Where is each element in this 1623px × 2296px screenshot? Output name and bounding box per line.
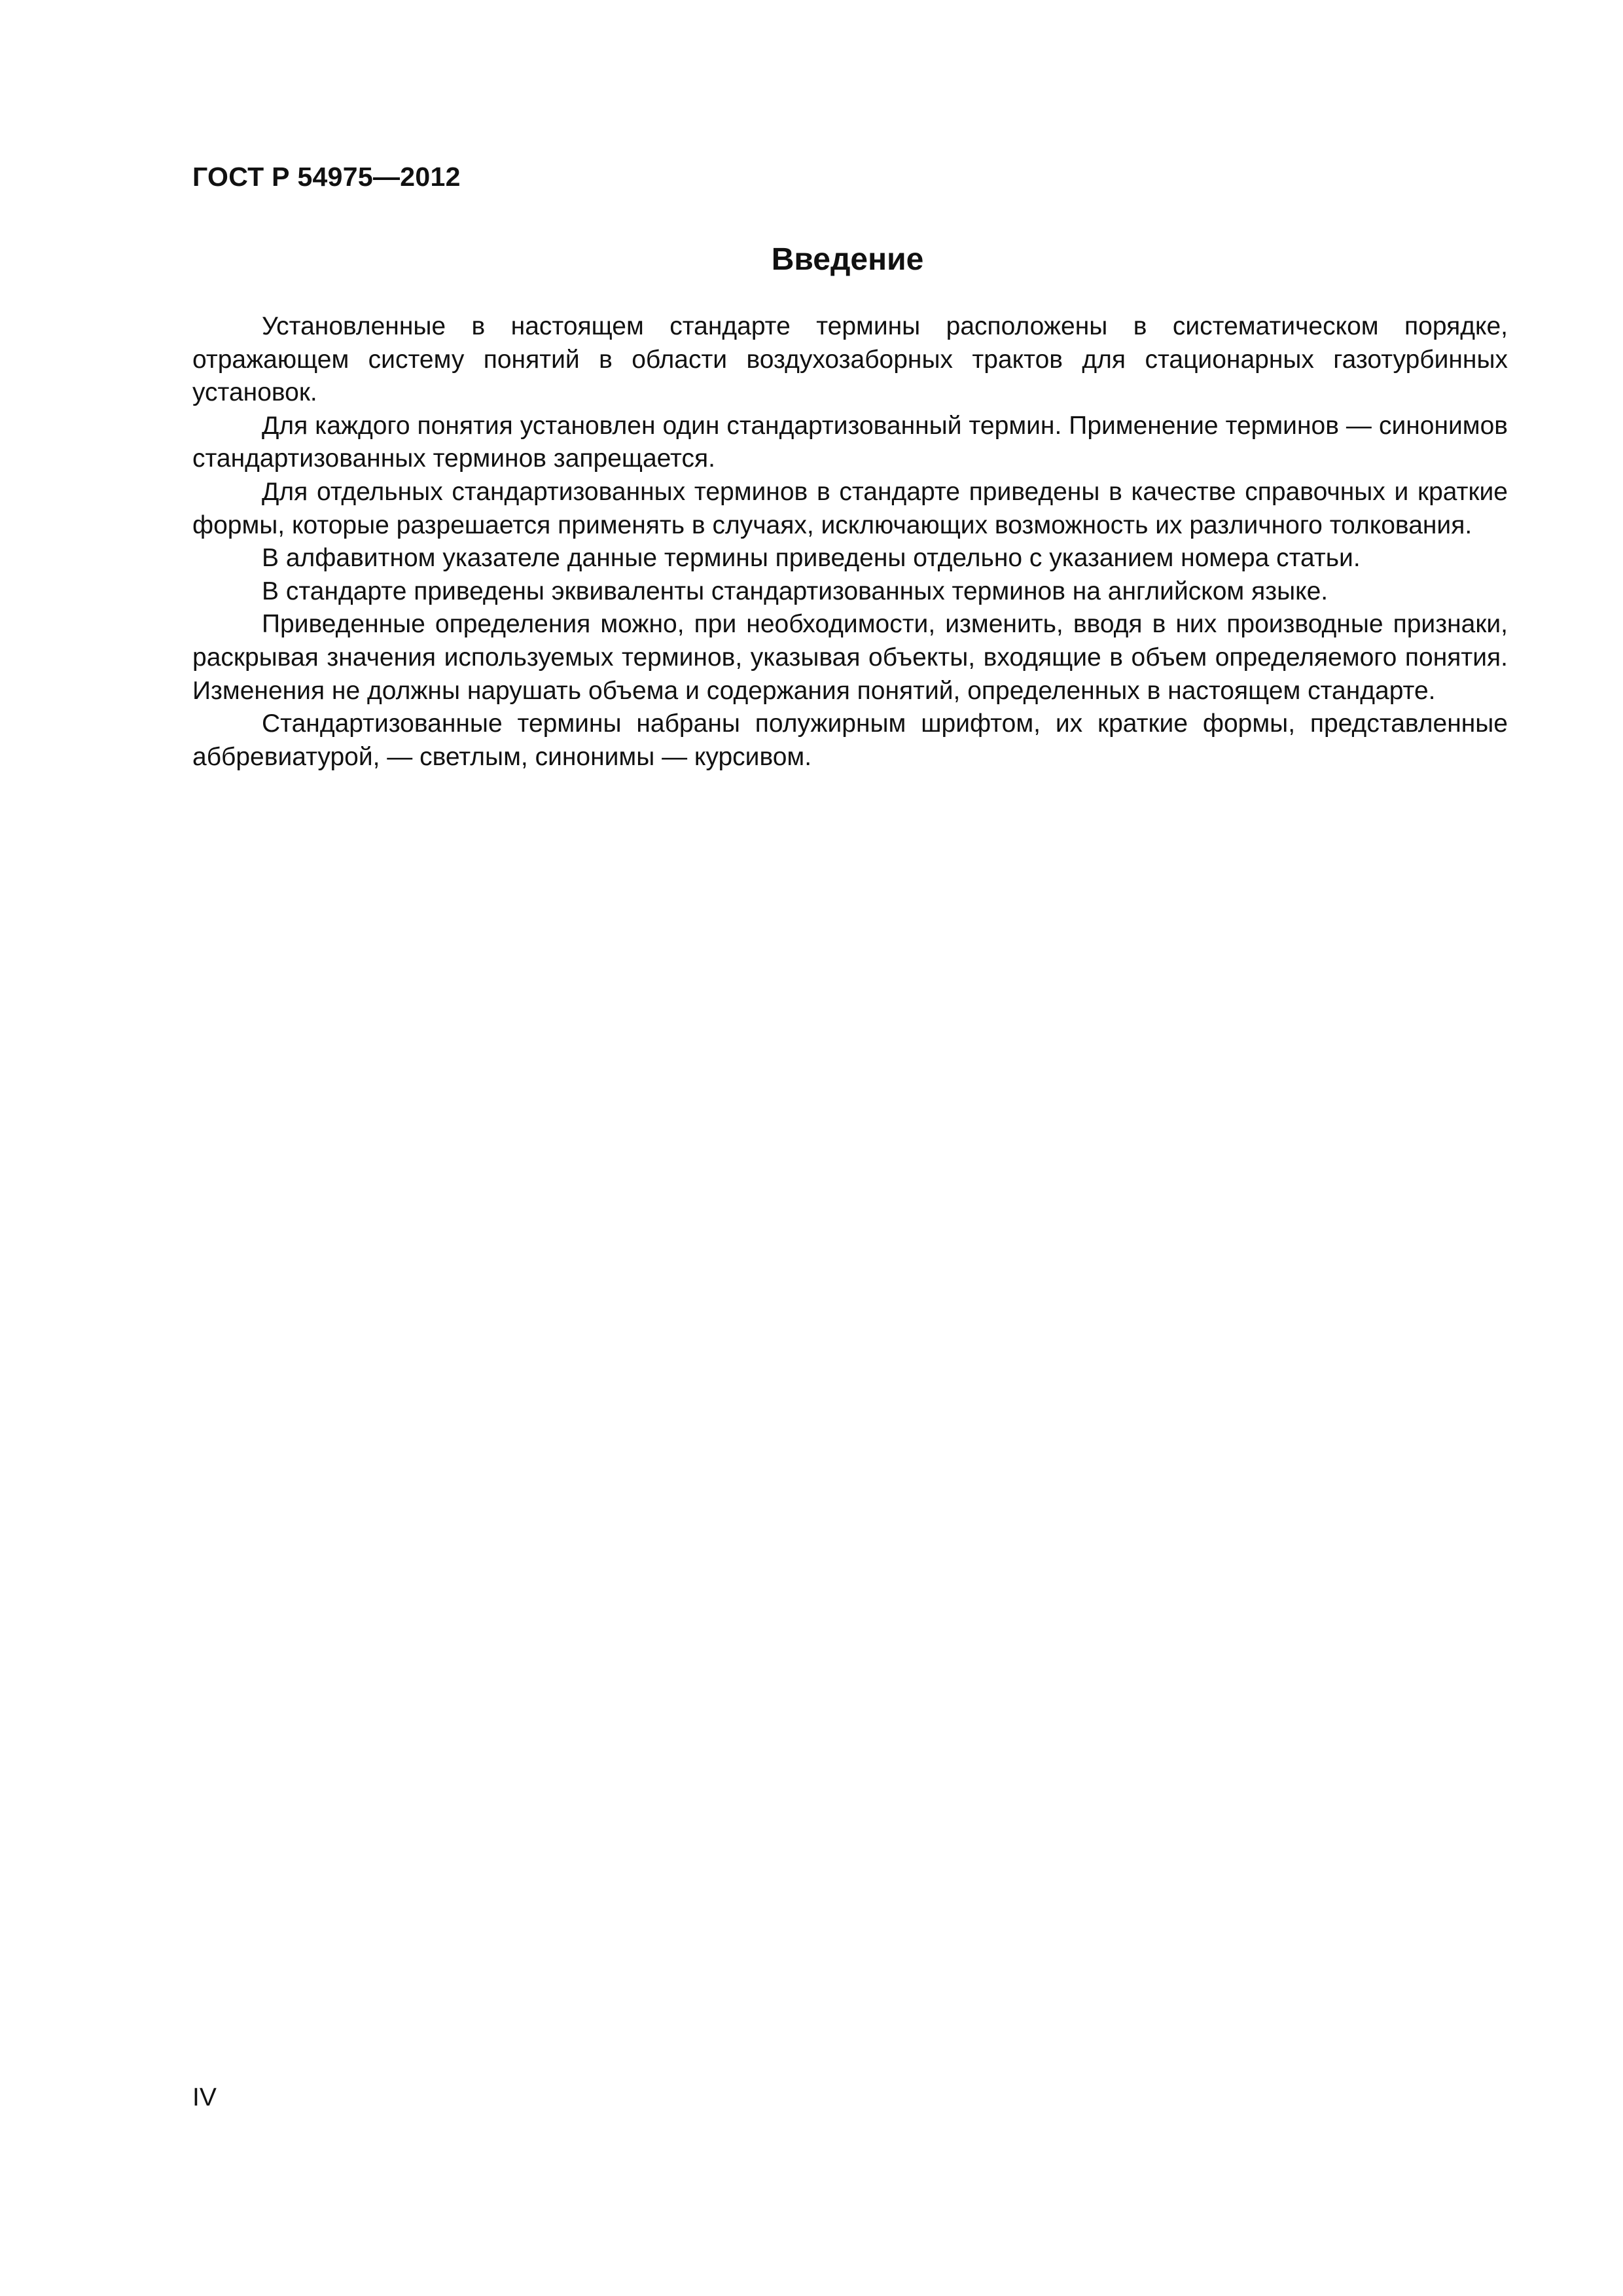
paragraph: Стандартизованные термины набраны полужирным шрифтом, их краткие формы, представленные аббревиатурой, — светлым, синонимы — курсивом.	[192, 709, 1508, 771]
paragraph: В стандарте приведены эквиваленты стандартизованных терминов на английском языке.	[262, 577, 1329, 605]
paragraph: Для каждого понятия установлен один стандартизованный термин. Применение терминов — синонимов стандартизованных терминов запрещается.	[192, 411, 1508, 473]
section-title: Введение	[771, 242, 924, 277]
document-code: ГОСТ Р 54975—2012	[192, 162, 461, 192]
page-number: IV	[192, 2083, 217, 2111]
paragraph: Приведенные определения можно, при необходимости, изменить, вводя в них производные признаки, раскрывая значения используемых терминов, указывая объекты, входящие в объем определяемого понятия. Изменения не должны нарушать объема и содержания понятий, определенных в настоящем стандарте.	[192, 610, 1508, 705]
paragraph: Для отдельных стандартизованных терминов в стандарте приведены в качестве справочных и краткие формы, которые разрешается применять в случаях, исключающих возможность их различного толкования.	[192, 477, 1508, 539]
paragraph: В алфавитном указателе данные термины приведены отдельно с указанием номера статьи.	[262, 544, 1361, 573]
paragraph: Установленные в настоящем стандарте термины расположены в систематическом порядке, отражающем систему понятий в области воздухозаборных трактов для стационарных газотурбинных установок.	[192, 312, 1508, 407]
introduction-body	[192, 310, 1508, 774]
